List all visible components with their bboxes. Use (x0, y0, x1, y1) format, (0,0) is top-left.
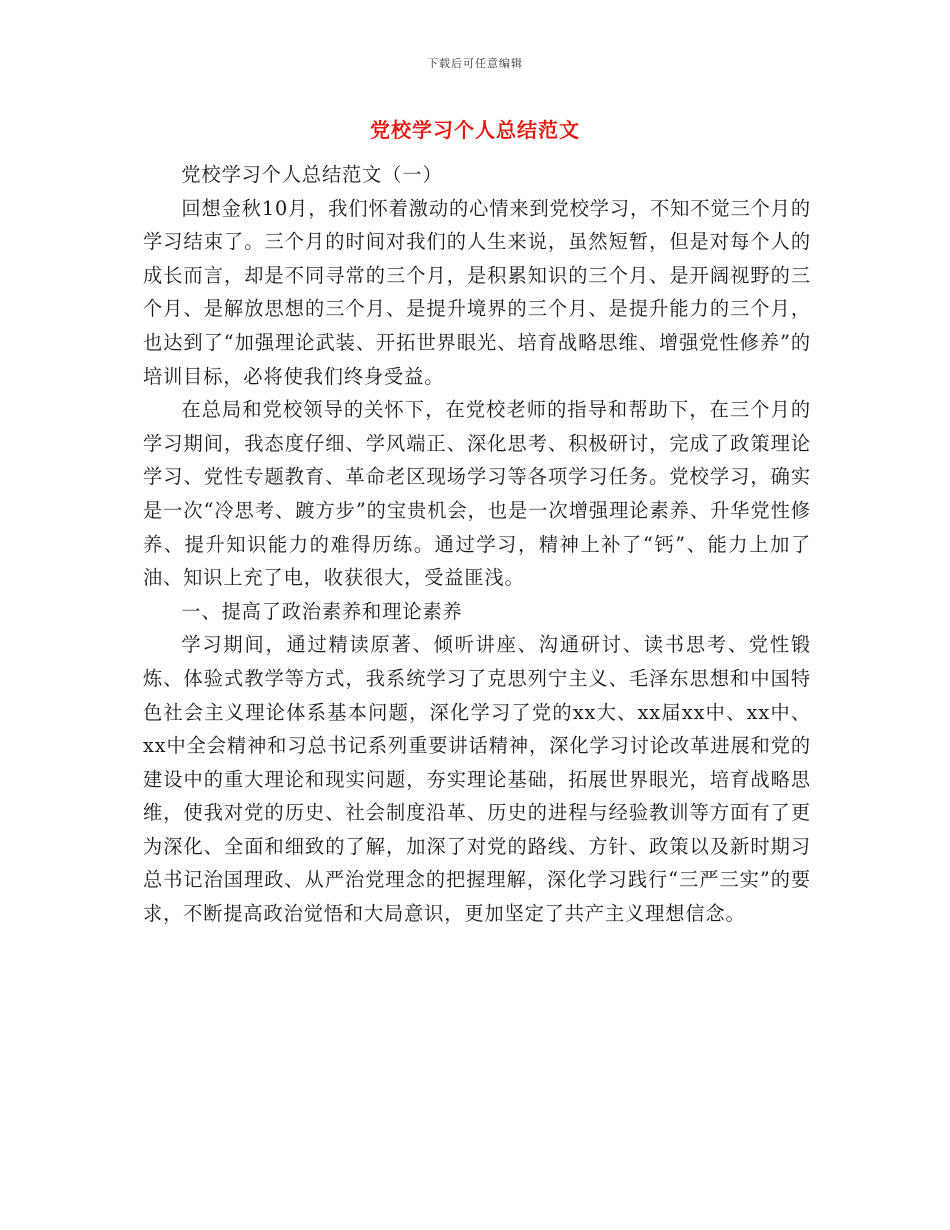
document-title: 党校学习个人总结范文 (370, 118, 580, 142)
header-note: 下载后可任意编辑 (427, 57, 523, 70)
paragraph-3: 学习期间，通过精读原著、倾听讲座、沟通研讨、读书思考、党性锻炼、体验式教学等方式，我系统学习了克思列宁主义、毛泽东思想和中国特色社会主义理论体系基本问题，深化学习了党的xx大、xx届xx中、xx中、xx中全会精神和习总书记系列重要讲话精神，深化学习讨论改革进展和党的建设中的重大理论和现实问题，夯实理论基础，拓展世界眼光，培育战略思维，使我对党的历史、社会制度沿革、历史的进程与经验教训等方面有了更为深化、全面和细致的了解，加深了对党的路线、方针、政策以及新时期习总书记治国理政、从严治党理念的把握理解，深化学习践行“三严三实”的要求，不断提高政治觉悟和大局意识，更加坚定了共产主义理想信念。 (143, 633, 811, 926)
document-body (143, 158, 811, 931)
subtitle: 党校学习个人总结范文（一） (181, 163, 443, 186)
paragraph-2: 在总局和党校领导的关怀下，在党校老师的指导和帮助下，在三个月的学习期间，我态度仔细、学风端正、深化思考、积极研讨，完成了政策理论学习、党性专题教育、革命老区现场学习等各项学习任务。党校学习，确实是一次“冷思考、踱方步”的宝贵机会，也是一次增强理论素养、升华党性修养、提升知识能力的难得历练。通过学习，精神上补了“钙”、能力上加了油、知识上充了电，收获很大，受益匪浅。 (143, 398, 811, 590)
paragraph-1: 回想金秋10月，我们怀着激动的心情来到党校学习，不知不觉三个月的学习结束了。三个月的时间对我们的人生来说，虽然短暂，但是对每个人的成长而言，却是不同寻常的三个月，是积累知识的三个月、是开阔视野的三个月、是解放思想的三个月、是提升境界的三个月、是提升能力的三个月，也达到了“加强理论武装、开拓世界眼光、培育战略思维、增强党性修养”的培训目标，必将使我们终身受益。 (143, 196, 811, 388)
section-heading: 一、提高了政治素养和理论素养 (181, 599, 463, 623)
